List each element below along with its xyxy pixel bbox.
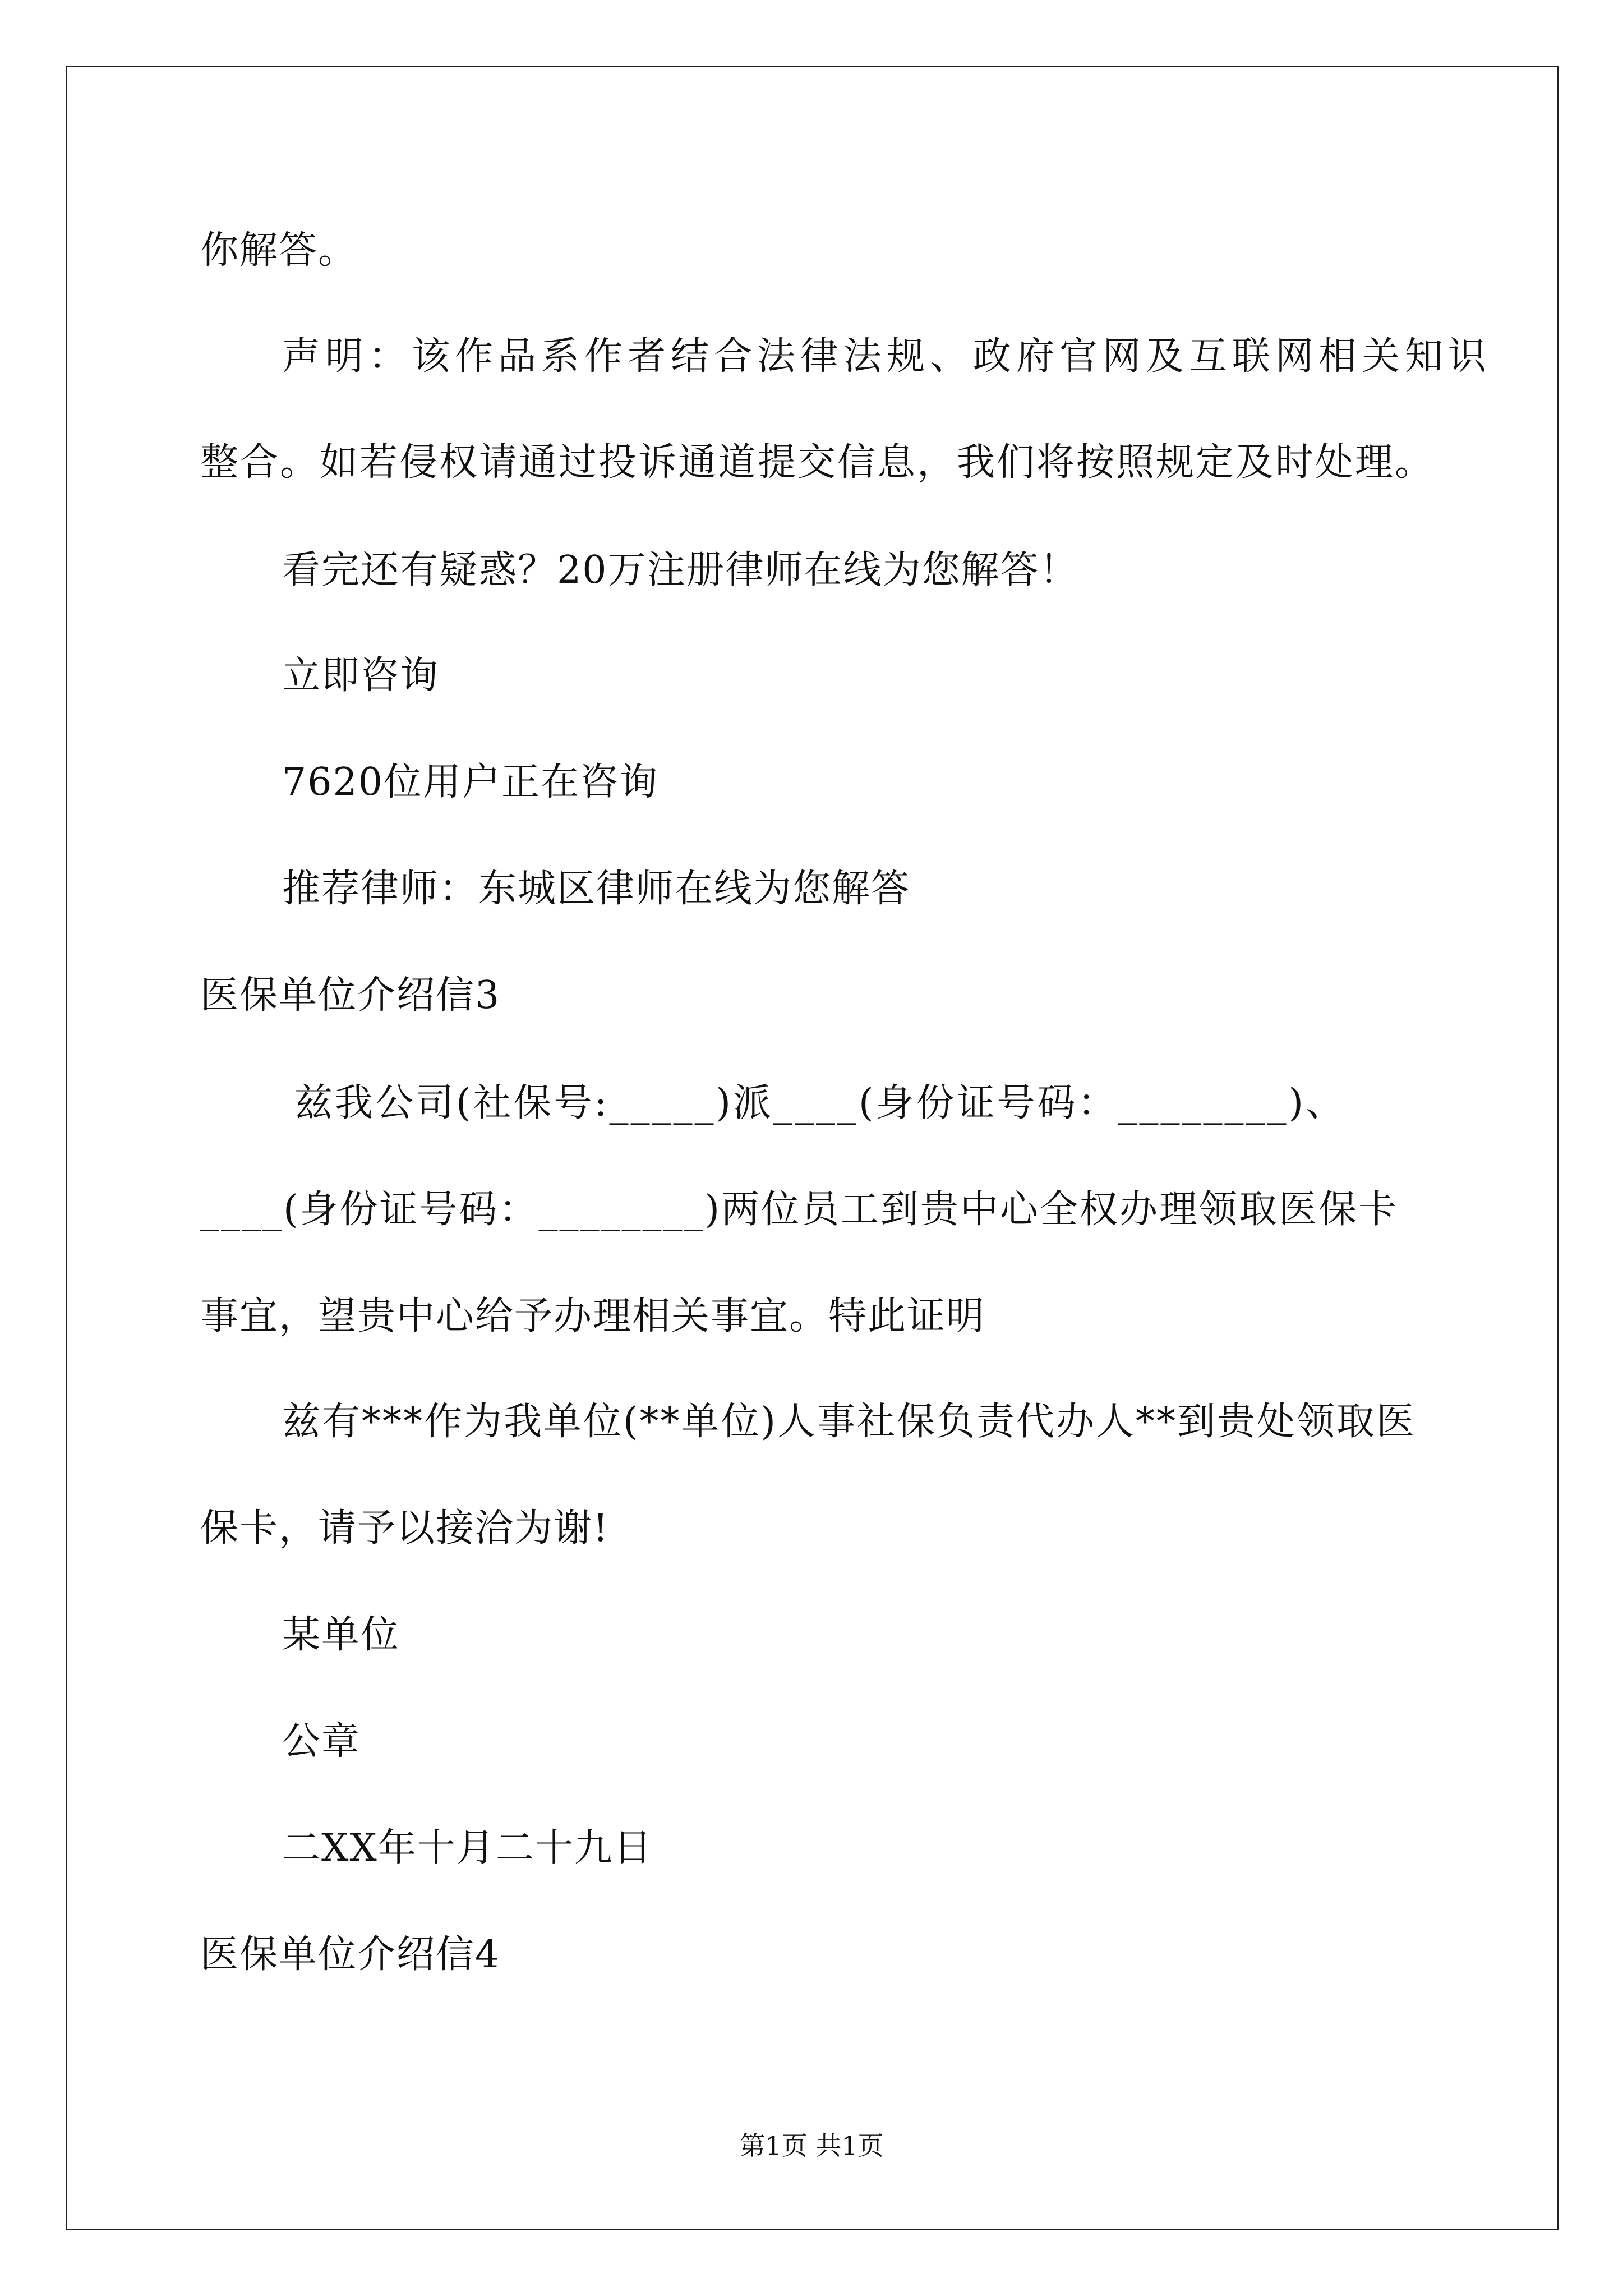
text-line-recommended-lawyer: 推荐律师：东城区律师在线为您解答 bbox=[282, 867, 911, 911]
text-line-continuation: 你解答。 bbox=[200, 228, 358, 273]
text-line-seal: 公章 bbox=[282, 1719, 361, 1764]
consult-link[interactable]: 立即咨询 bbox=[282, 654, 440, 698]
text-line-letter-alt: 兹有***作为我单位(**单位)人事社保负责代办人**到贵处领取医 bbox=[282, 1400, 1417, 1444]
text-line-disclaimer: 声明：该作品系作者结合法律法规、政府官网及互联网相关知识 bbox=[282, 334, 1492, 379]
text-line-promo: 看完还有疑惑？20万注册律师在线为您解答！ bbox=[282, 548, 1079, 592]
section-heading-4: 医保单位介绍信4 bbox=[200, 1932, 501, 1977]
text-line-signer-unit: 某单位 bbox=[282, 1613, 400, 1657]
text-line-letter-alt-cont: 保卡，请予以接洽为谢! bbox=[200, 1506, 610, 1550]
page-border bbox=[66, 66, 1559, 2230]
page-footer: 第1页 共1页 bbox=[739, 2131, 884, 2161]
text-line-user-count: 7620位用户正在咨询 bbox=[282, 760, 659, 804]
text-line-letter-body-cont: ____(身份证号码：________)两位员工到贵中心全权办理领取医保卡 bbox=[200, 1188, 1399, 1232]
text-line-date: 二XX年十月二十九日 bbox=[282, 1826, 653, 1870]
section-heading-3: 医保单位介绍信3 bbox=[200, 973, 501, 1018]
text-line-letter-body-end: 事宜，望贵中心给予办理相关事宜。特此证明 bbox=[200, 1294, 986, 1338]
text-line-letter-body: 兹我公司(社保号:_____)派____(身份证号码：________)、 bbox=[294, 1081, 1347, 1125]
text-line-disclaimer-cont: 整合。如若侵权请通过投诉通道提交信息，我们将按照规定及时处理。 bbox=[200, 440, 1435, 485]
